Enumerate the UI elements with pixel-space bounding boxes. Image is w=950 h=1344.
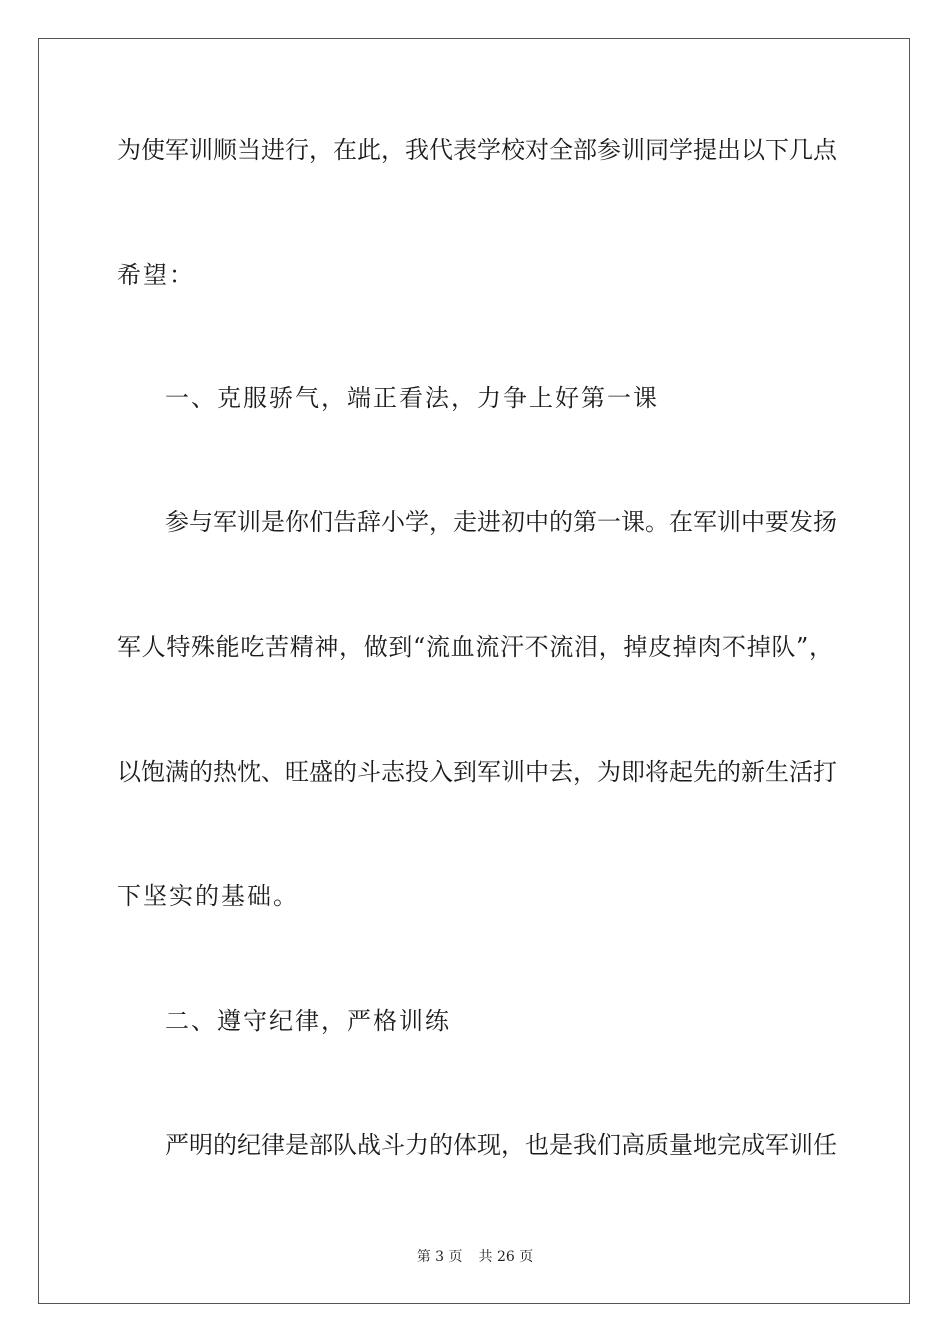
page-total: 共 26 页 — [478, 1249, 534, 1265]
page-number: 第 3 页 — [416, 1249, 463, 1265]
body-line-4: 军人特殊能吃苦精神，做到“流血流汗不流泪，掉皮掉肉不掉队”， — [117, 633, 833, 661]
body-line-2: 希望： — [117, 261, 195, 289]
page-frame — [38, 38, 910, 1304]
body-line-7: 严明的纪律是部队战斗力的体现，也是我们高质量地完成军训任 — [165, 1131, 837, 1159]
body-line-3: 参与军训是你们告辞小学，走进初中的第一课。在军训中要发扬 — [165, 508, 837, 536]
body-line-1: 为使军训顺当进行，在此，我代表学校对全部参训同学提出以下几点 — [117, 136, 837, 164]
section-heading-1: 一、克服骄气，端正看法，力争上好第一课 — [165, 384, 659, 412]
section-heading-2: 二、遵守纪律，严格训练 — [165, 1007, 451, 1035]
page-footer — [0, 1248, 950, 1266]
body-line-6: 下坚实的基础。 — [117, 882, 299, 910]
body-line-5: 以饱满的热忱、旺盛的斗志投入到军训中去，为即将起先的新生活打 — [117, 758, 837, 786]
